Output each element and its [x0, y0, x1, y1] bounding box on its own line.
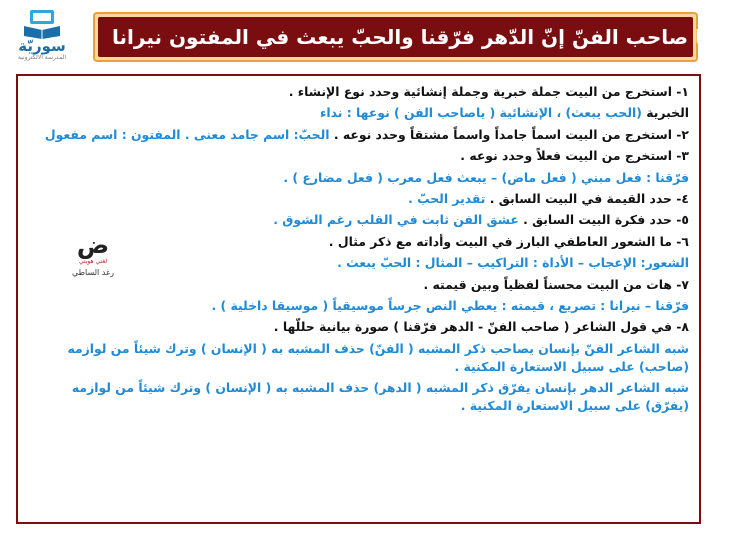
- answer-text: عشق الفن ثابت في القلب رغم الشوق .: [273, 212, 519, 228]
- question-answer-line: [30, 126, 689, 144]
- seal-caption: لغتي هويتي: [78, 258, 108, 265]
- answer-line: فرّقنا : فعل مبني ( فعل ماض) – يبعث فعل معرب ( فعل مضارع ) .: [283, 169, 689, 185]
- answer-text: تقدير الحبّ .: [408, 190, 486, 206]
- answer-paragraph: شبه الشاعر الدهر بإنسان يفرّق ذكر المشبه ( الدهر) حذف المشبه به ( الإنسان ) وترك شيئاً من لوازمه (يفرّق) على سبيل الاستعارة المكنية .: [71, 380, 689, 414]
- banner-title: ١-يا صاحب الفنّ إنّ الدّهر فرّقنا والحبّ يبعث في المفتون نيرانا: [112, 25, 731, 49]
- answer-text: (الحب يبعث) ، الإنشائية ( ياصاحب الفن ) نوعها : نداء: [320, 105, 642, 121]
- question-text: الخبرية: [641, 105, 689, 121]
- answer-line: فرّقنا – نيرانا : تصريع ، قيمته : يعطي النص جرساً موسيقياً ( موسيقا داخلية ) .: [211, 297, 689, 313]
- answer-text: الحبّ: اسم جامد معنى . المفتون : اسم مفعول: [44, 126, 330, 142]
- book-logo-icon: [22, 8, 62, 40]
- teacher-seal: [58, 232, 128, 278]
- question-line: ٨- في قول الشاعر ( صاحب الفنّ - الدهر فرّقنا ) صورة بيانية حللّها .: [273, 319, 689, 335]
- question-line: ٦- ما الشعور العاطفي البارز في البيت وأداته مع ذكر مثال .: [328, 233, 689, 249]
- question-line: ٧- هات من البيت محسناً لفظياً وبين قيمته .: [423, 276, 689, 292]
- question-answer-line: [30, 211, 689, 229]
- question-text: ٥- حدد فكرة البيت السابق .: [518, 212, 689, 228]
- questions-card: [16, 74, 701, 524]
- logo-subtitle: المدرسة الالكترونية: [17, 54, 67, 61]
- question-line: ١- استخرج من البيت جملة خبرية وجملة إنشائية وحدد نوع الإنشاء .: [288, 84, 689, 99]
- question-list: [30, 83, 689, 415]
- dad-letter-logo: ض: [76, 231, 110, 259]
- question-answer-line: [30, 104, 689, 122]
- answer-line: الشعور: الإعجاب – الأداة : التراكيب – المثال : الحبّ يبعث .: [337, 255, 689, 271]
- school-logo: [12, 8, 72, 68]
- logo-name: سوريّة: [18, 37, 66, 55]
- question-line: ٣- استخرج من البيت فعلاً وحدد نوعه .: [460, 148, 689, 164]
- answer-paragraph: شبه الشاعر الفنّ بإنسان يصاحب ذكر المشبه ( الفنّ) حذف المشبه به ( الإنسان ) وترك شيئاً من لوازمه (صاحب) على سبيل الاستعارة المكنية .: [67, 340, 689, 374]
- author-name: رغد الساطي: [71, 268, 115, 277]
- title-banner: [93, 12, 731, 62]
- question-answer-line: [30, 190, 689, 208]
- question-text: ٤- حدد القيمة في البيت السابق .: [485, 190, 689, 206]
- question-text: ٢- استخرج من البيت اسماً جامداً واسماً مشتقاً وحدد نوعه .: [329, 126, 689, 142]
